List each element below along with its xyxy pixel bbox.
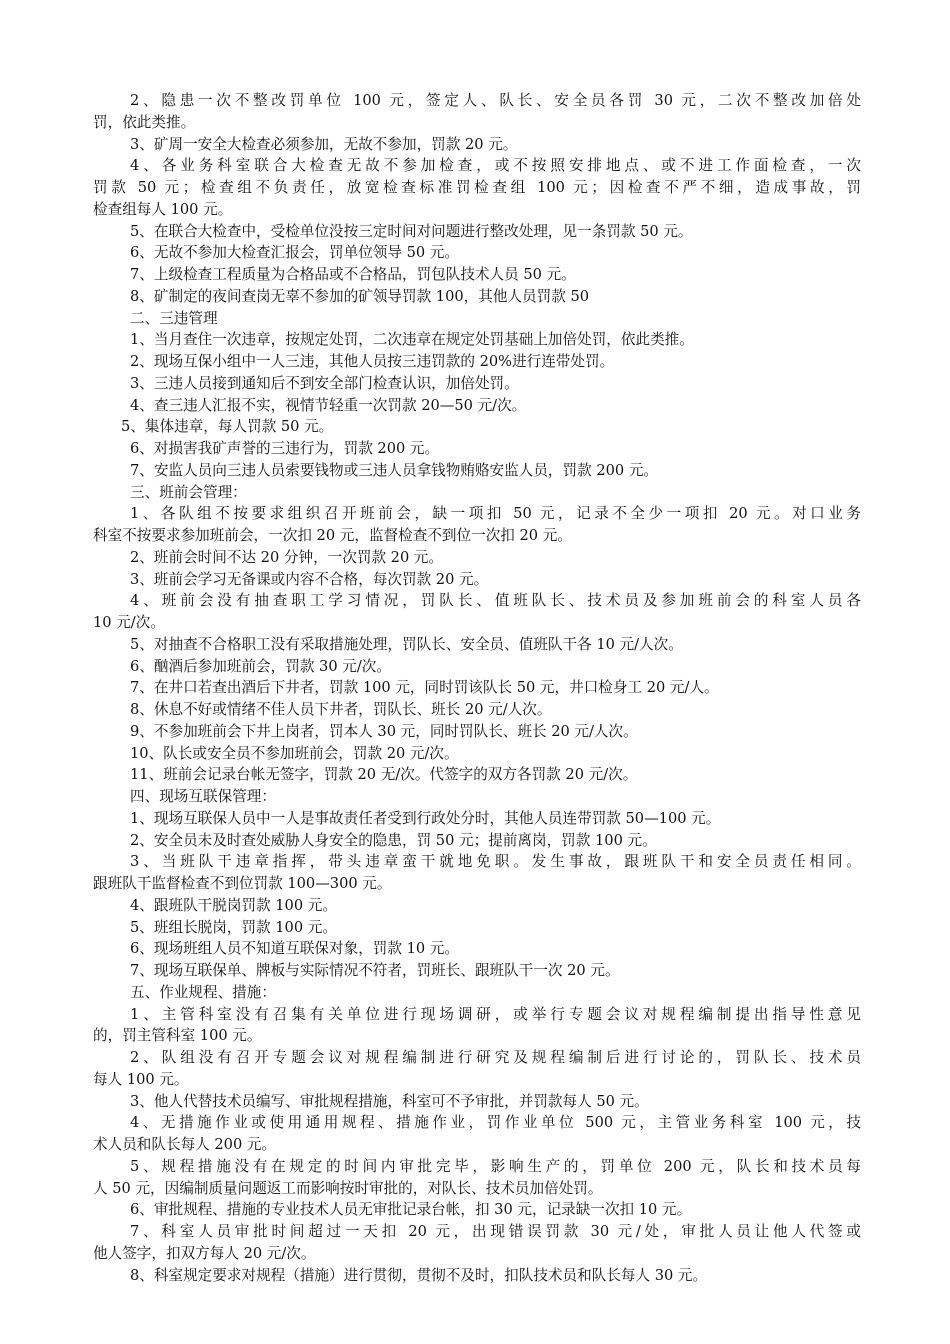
text-line: 10、队长或安全员不参加班前会，罚款 20 元/次。 [130,744,459,762]
document-body [93,90,861,1286]
text-line: 2、队组没有召开专题会议对规程编制进行研究及规程编制后进行讨论的，罚队长、技术员 [130,1049,861,1066]
text-line: 4、无措施作业或使用通用规程、措施作业，罚作业单位 500 元，主管业务科室 100 元，技 [130,1114,861,1132]
text-line: 10 元/次。 [93,614,165,631]
text-line: 2、隐患一次不整改罚单位 100 元，签定人、队长、安全员各罚 30 元，二次不整改加倍处 [130,92,861,109]
text-line: 5、对抽查不合格职工没有采取措施处理，罚队长、安全员、值班队干各 10 元/人次。 [130,635,683,653]
text-line: 9、不参加班前会下井上岗者，罚本人 30 元，同时罚队长、班长 20 元/人次。 [130,722,638,740]
text-line: 的，罚主管科室 100 元。 [93,1027,262,1045]
text-line: 6、无故不参加大检查汇报会，罚单位领导 50 元。 [130,244,460,262]
text-line: 6、现场班组人员不知道互联保对象，罚款 10 元。 [130,940,460,958]
text-line: 他人签字，扣双方每人 20 元/次。 [93,1244,316,1262]
text-line: 7、上级检查工程质量为合格品或不合格品，罚包队技术人员 50 元。 [130,266,576,283]
text-line: 罚款 50 元；检查组不负责任，放宽检查标准罚检查组 100 元；因检查不严不细，造成事故，罚 [93,179,861,196]
text-line: 7、安监人员向三违人员索要钱物或三违人员拿钱物贿赂安监人员，罚款 200 元。 [130,461,659,479]
text-line: 3、三违人员接到通知后不到安全部门检查认识，加倍处罚。 [130,374,519,392]
text-line: 7、在井口若查出酒后下井者，罚款 100 元，同时罚该队长 50 元，井口检身工 20 元/人。 [130,679,719,697]
text-line: 2、现场互保小组中一人三违，其他人员按三违罚款的 20%进行连带处罚。 [130,353,615,370]
text-line: 罚，依此类推。 [93,113,196,131]
text-line: 2、班前会时间不达 20 分钟，一次罚款 20 元。 [130,548,444,566]
text-line: 6、酗酒后参加班前会，罚款 30 元/次。 [130,657,391,675]
text-line: 1、当月查住一次违章，按规定处罚，二次违章在规定处罚基础上加倍处罚，依此类推。 [130,331,694,349]
text-line: 7、科室人员审批时间超过一天扣 20 元，出现错误罚款 30 元/处，审批人员让他人代签或 [130,1223,861,1240]
text-line: 4、班前会没有抽查职工学习情况，罚队长、值班队长、技术员及参加班前会的科室人员各 [130,592,861,610]
text-line: 5、班组长脱岗，罚款 100 元。 [130,918,337,936]
text-line: 7、现场互联保单、牌板与实际情况不符者，罚班长、跟班队干一次 20 元。 [130,962,620,979]
text-line: 1、主管科室没有召集有关单位进行现场调研，或举行专题会议对规程编制提出指导性意见 [130,1005,861,1023]
text-line: 4、各业务科室联合大检查无故不参加检查，或不按照安排地点、或不进工作面检查，一次 [130,157,861,175]
text-line: 每人 100 元。 [93,1070,189,1088]
text-line: 4、跟班队干脱岗罚款 100 元。 [130,896,337,914]
text-line: 3、班前会学习无备课或内容不合格，每次罚款 20 元。 [130,570,489,588]
text-line: 跟班队干监督检查不到位罚款 100—300 元。 [93,875,392,892]
text-line: 1、现场互联保人员中一人是事故责任者受到行政处分时，其他人员连带罚款 50—100 元。 [130,809,721,827]
text-line: 5、规程措施没有在规定的时间内审批完毕，影响生产的，罚单位 200 元，队长和技术员每 [130,1157,861,1175]
text-line: 4、查三违人汇报不实，视情节轻重一次罚款 20—50 元/次。 [130,396,527,414]
text-line: 二、三违管理 [130,309,218,327]
text-line: 术人员和队长每人 200 元。 [93,1136,277,1153]
text-line: 三、班前会管理： [130,483,247,501]
text-line: 11、班前会记录台帐无签字，罚款 20 无/次。代签字的双方各罚款 20 元/次。 [130,766,638,784]
text-line: 6、审批规程、措施的专业技术人员无审批记录台帐，扣 30 元，记录缺一次扣 10 元。 [130,1201,692,1219]
text-line: 8、矿制定的夜间查岗无辜不参加的矿领导罚款 100，其他人员罚款 50 [130,287,590,305]
text-line: 科室不按要求参加班前会，一次扣 20 元，监督检查不到位一次扣 20 元。 [93,527,572,544]
text-line: 1、各队组不按要求组织召开班前会，缺一项扣 50 元，记录不全少一项扣 20 元。对口业务 [130,505,861,523]
text-line: 四、现场互联保管理： [130,788,276,805]
text-line: 8、休息不好或情绪不佳人员下井者，罚队长、班长 20 元/人次。 [130,701,552,718]
text-line: 人 50 元，因编制质量问题返工而影响按时审批的，对队长、技术员加倍处罚。 [93,1179,603,1197]
text-line: 检查组每人 100 元。 [93,200,233,218]
text-line: 3、矿周一安全大检查必须参加，无故不参加，罚款 20 元。 [130,135,518,153]
text-line: 五、作业规程、措施： [130,983,276,1001]
text-line: 2、安全员未及时查处威胁人身安全的隐患，罚 50 元；提前离岗，罚款 100 元。 [130,831,657,849]
text-line: 3、他人代替技术员编写、审批规程措施，科室可不予审批，并罚款每人 50 元。 [130,1092,649,1110]
text-line: 5、在联合大检查中，受检单位没按三定时间对问题进行整改处理，见一条罚款 50 元。 [130,222,693,240]
text-line: 3、当班队干违章指挥，带头违章蛮干就地免职。发生事故，跟班队干和安全员责任相同。 [130,853,861,871]
text-line: 6、对损害我矿声誉的三违行为，罚款 200 元。 [130,440,440,457]
text-line: 8、科室规定要求对规程（措施）进行贯彻，贯彻不及时，扣队技术员和队长每人 30 元。 [130,1266,708,1284]
text-line: 5、集体违章，每人罚款 50 元。 [121,418,334,436]
